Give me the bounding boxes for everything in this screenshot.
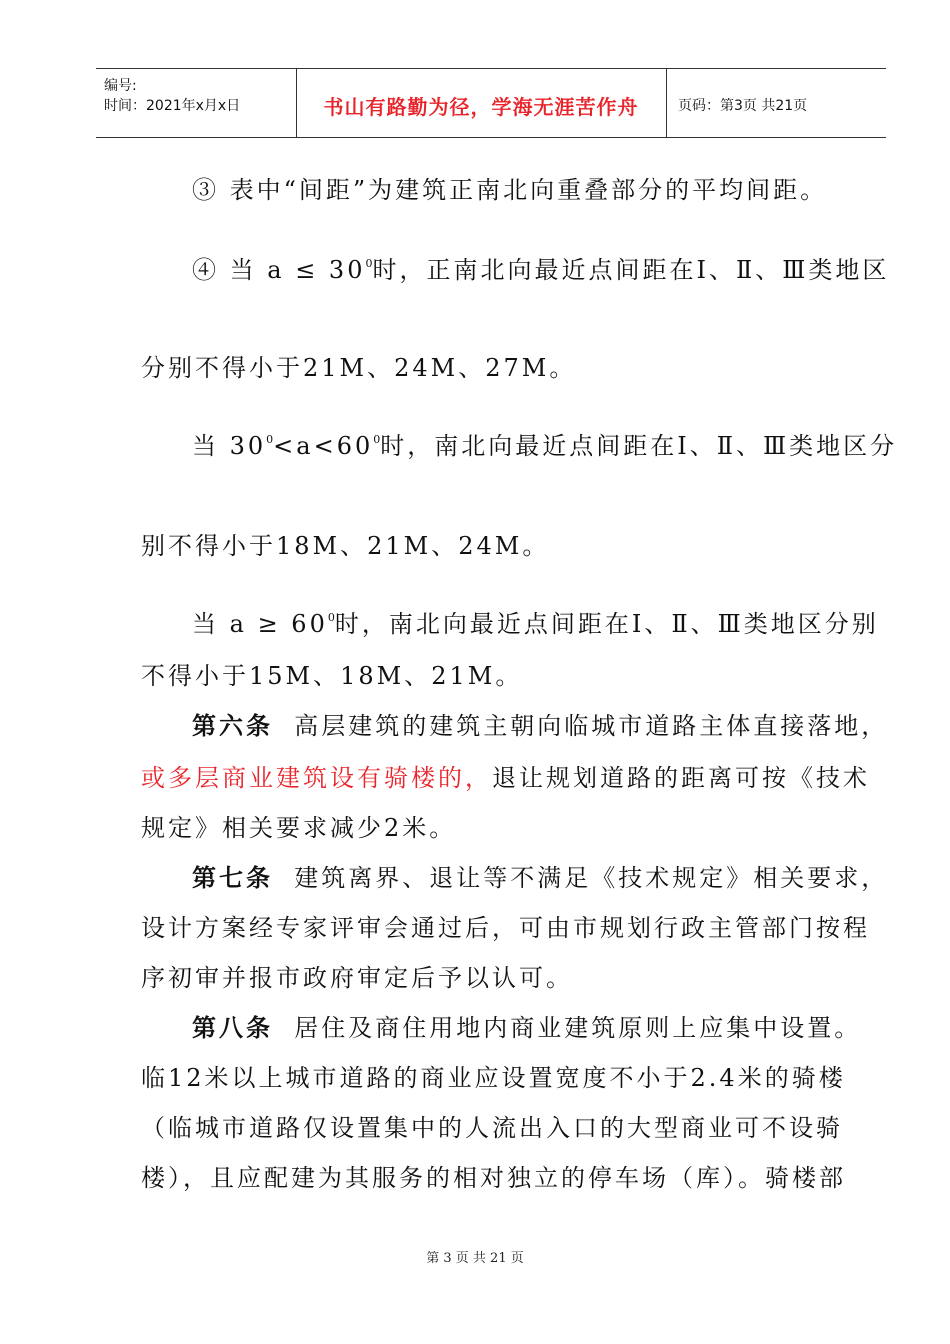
para-2-line1 — [192, 426, 897, 461]
article-7-line3: 序初审并报市政府审定后予以认可。 — [141, 964, 573, 992]
article-8-line3: （临城市道路仅设置集中的人流出入口的大型商业可不设骑 — [141, 1114, 843, 1142]
time-label: 时间：2021年x月x日 — [104, 98, 241, 114]
article-6-text1: 高层建筑的建筑主朝向临城市道路主体直接落地， — [294, 712, 889, 740]
para-3-line2: 不得小于15M、18M、21M。 — [141, 662, 523, 690]
header-middle-cell — [296, 69, 667, 137]
serial-label: 编号: — [104, 78, 137, 94]
header-right-cell — [666, 69, 886, 137]
article-7-line2: 设计方案经专家评审会通过后，可由市规划行政主管部门按程 — [141, 914, 870, 942]
note-4-line2: 分别不得小于21M、24M、27M。 — [141, 354, 577, 382]
article-6-red-text: 或多层商业建筑设有骑楼的， — [141, 764, 492, 792]
para-3-line1 — [192, 604, 879, 639]
para-2-sup2: 0 — [373, 433, 381, 446]
note-4-sup: 0 — [365, 257, 373, 270]
page-header — [96, 68, 886, 138]
article-6-line1 — [192, 706, 888, 741]
header-left-cell — [96, 69, 297, 137]
para-3-text-b: 时，南北向最近点间距在Ⅰ、Ⅱ、Ⅲ类地区分别 — [334, 610, 879, 638]
para-3-text-a: 当 a ≥ 60 — [192, 610, 328, 638]
article-7-text1: 建筑离界、退让等不满足《技术规定》相关要求， — [294, 864, 889, 892]
article-6-text2: 退让规划道路的距离可按《技术 — [492, 764, 870, 792]
article-7-title: 第七条 — [192, 863, 273, 892]
article-7-line1 — [192, 858, 888, 893]
article-6-line3: 规定》相关要求减少2米。 — [141, 814, 457, 842]
para-3-sup: 0 — [327, 611, 335, 624]
note-4-line1 — [192, 250, 889, 285]
article-8-line2: 临12米以上城市道路的商业应设置宽度不小于2.4米的骑楼 — [141, 1064, 846, 1092]
para-2-text-b: <a<60 — [273, 432, 374, 460]
page-footer: 第 3 页 共 21 页 — [426, 1251, 524, 1266]
para-2-line2: 别不得小于18M、21M、24M。 — [141, 532, 550, 560]
header-page-info: 页码：第3页 共21页 — [678, 98, 808, 114]
article-8-title: 第八条 — [192, 1013, 273, 1042]
para-2-text-a: 当 30 — [192, 432, 267, 460]
article-8-line4: 楼），且应配建为其服务的相对独立的停车场（库）。骑楼部 — [141, 1164, 846, 1192]
para-2-text-c: 时，南北向最近点间距在Ⅰ、Ⅱ、Ⅲ类地区分 — [380, 432, 898, 460]
article-8-text1: 居住及商住用地内商业建筑原则上应集中设置。 — [294, 1014, 862, 1042]
article-6-line2 — [141, 758, 870, 793]
para-2-sup1: 0 — [266, 433, 274, 446]
note-3: ③ 表中“间距”为建筑正南北向重叠部分的平均间距。 — [192, 176, 828, 204]
article-8-line1 — [192, 1008, 861, 1043]
header-motto: 书山有路勤为径，学海无涯苦作舟 — [323, 95, 639, 119]
note-4-text-b: 时，正南北向最近点间距在Ⅰ、Ⅱ、Ⅲ类地区 — [372, 256, 890, 284]
article-6-title: 第六条 — [192, 711, 273, 740]
note-4-text-a: ④ 当 a ≤ 30 — [192, 256, 366, 284]
